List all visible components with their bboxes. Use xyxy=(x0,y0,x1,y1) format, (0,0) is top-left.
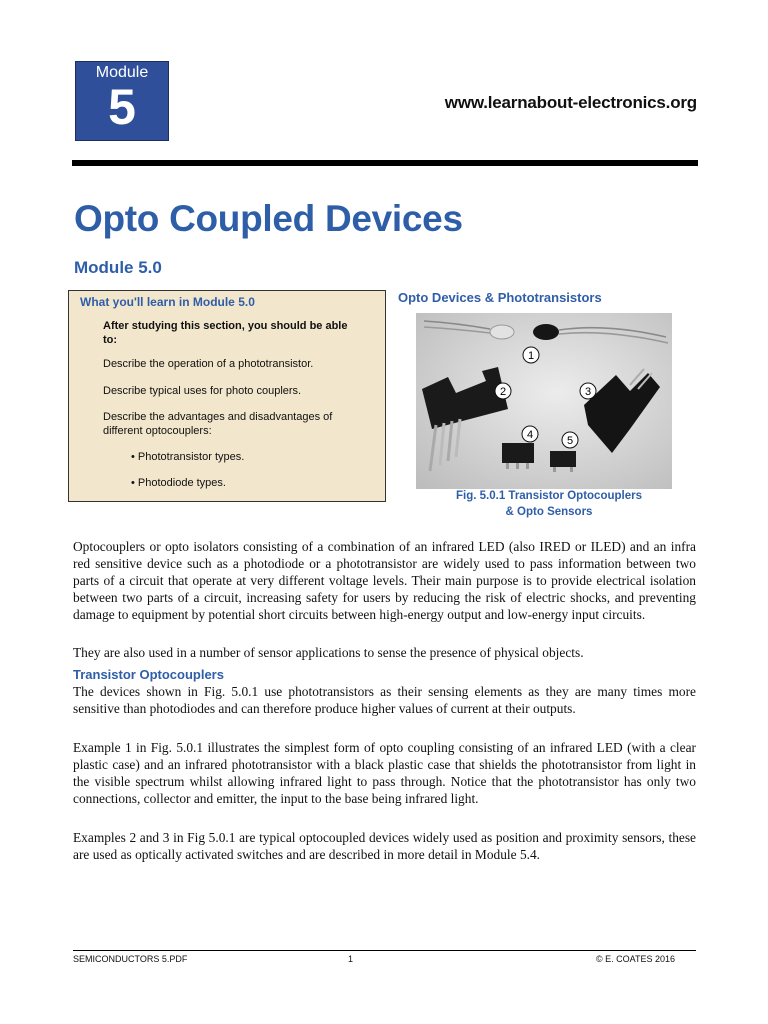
paragraph: Examples 2 and 3 in Fig 5.0.1 are typical optocoupled devices widely used as position and proximity sensors, these are used as optically activated switches and are described in more detail in Module 5.4. xyxy=(73,830,696,862)
paragraph: The devices shown in Fig. 5.0.1 use phototransistors as their sensing elements as they are many times more sensitive than photodiodes and can therefore produce higher values of current at their outputs. xyxy=(73,684,696,716)
paragraph: They are also used in a number of sensor applications to sense the presence of physical objects. xyxy=(73,645,584,660)
learning-objectives-title: What you'll learn in Module 5.0 xyxy=(80,295,255,309)
figure-caption xyxy=(416,488,682,520)
objective-sub-item: • Phototransistor types. xyxy=(131,451,245,463)
footer-filename: SEMICONDUCTORS 5.PDF xyxy=(73,954,188,964)
section-heading: Transistor Optocouplers xyxy=(73,667,224,682)
module-number: 5 xyxy=(108,79,136,135)
paragraph: Example 1 in Fig. 5.0.1 illustrates the simplest form of opto coupling consisting of an infrared LED (with a clear plastic case) and an infrared phototransistor with a black plastic case that shields the phototransistor from light in the visible spectrum whilst allowing infrared light to pass through. Notice that the phototransistor has only two connections, collector and emitter, the input to the base being infrared light. xyxy=(73,740,696,806)
header-divider xyxy=(72,160,698,166)
svg-text:3: 3 xyxy=(584,386,592,398)
svg-text:2: 2 xyxy=(499,386,507,398)
figure-heading: Opto Devices & Phototransistors xyxy=(398,290,602,305)
figure-caption-line1: Fig. 5.0.1 Transistor Optocouplers xyxy=(456,490,642,502)
figure-label-2 xyxy=(495,383,511,399)
site-url: www.learnabout-electronics.org xyxy=(444,93,697,112)
footer-copyright: © E. COATES 2016 xyxy=(596,954,675,964)
footer-divider xyxy=(73,950,696,951)
figure-label-1 xyxy=(523,347,539,363)
paragraph: Optocouplers or opto isolators consisting of a combination of an infrared LED (also IRED or ILED) and an infra red sensitive device such as a photodiode or a phototransistor are widely used to pass information between two parts of a circuit that operate at very different voltage levels. Their main purpose is to provide electrical isolation between two parts of a circuit, increasing safety for users by reducing the risk of electric shocks, and preventing damage to equipment by potential short circuits between high-energy output and low-energy input circuits. xyxy=(73,539,696,622)
page-subtitle: Module 5.0 xyxy=(74,258,162,277)
module-badge xyxy=(75,61,169,141)
objective-item: Describe the operation of a phototransistor. xyxy=(103,358,314,370)
learning-objectives-intro: After studying this section, you should be able to: xyxy=(103,320,348,346)
figure-caption-line2: & Opto Sensors xyxy=(505,506,593,518)
module-word: Module xyxy=(95,64,149,81)
learning-objectives-box xyxy=(68,290,386,502)
objective-sub-item: • Photodiode types. xyxy=(131,477,226,489)
figure-label-3 xyxy=(580,383,596,399)
footer-page-number: 1 xyxy=(348,954,354,964)
svg-text:5: 5 xyxy=(566,435,574,447)
objective-item: Describe typical uses for photo couplers. xyxy=(103,385,302,397)
figure-label-4 xyxy=(522,426,538,442)
optocoupler-photo xyxy=(416,313,672,489)
svg-text:1: 1 xyxy=(527,350,535,362)
objective-item: Describe the advantages and disadvantages of different optocouplers: xyxy=(103,411,333,437)
page-title: Opto Coupled Devices xyxy=(74,198,463,239)
svg-text:4: 4 xyxy=(526,429,534,441)
figure-label-5 xyxy=(562,432,578,448)
